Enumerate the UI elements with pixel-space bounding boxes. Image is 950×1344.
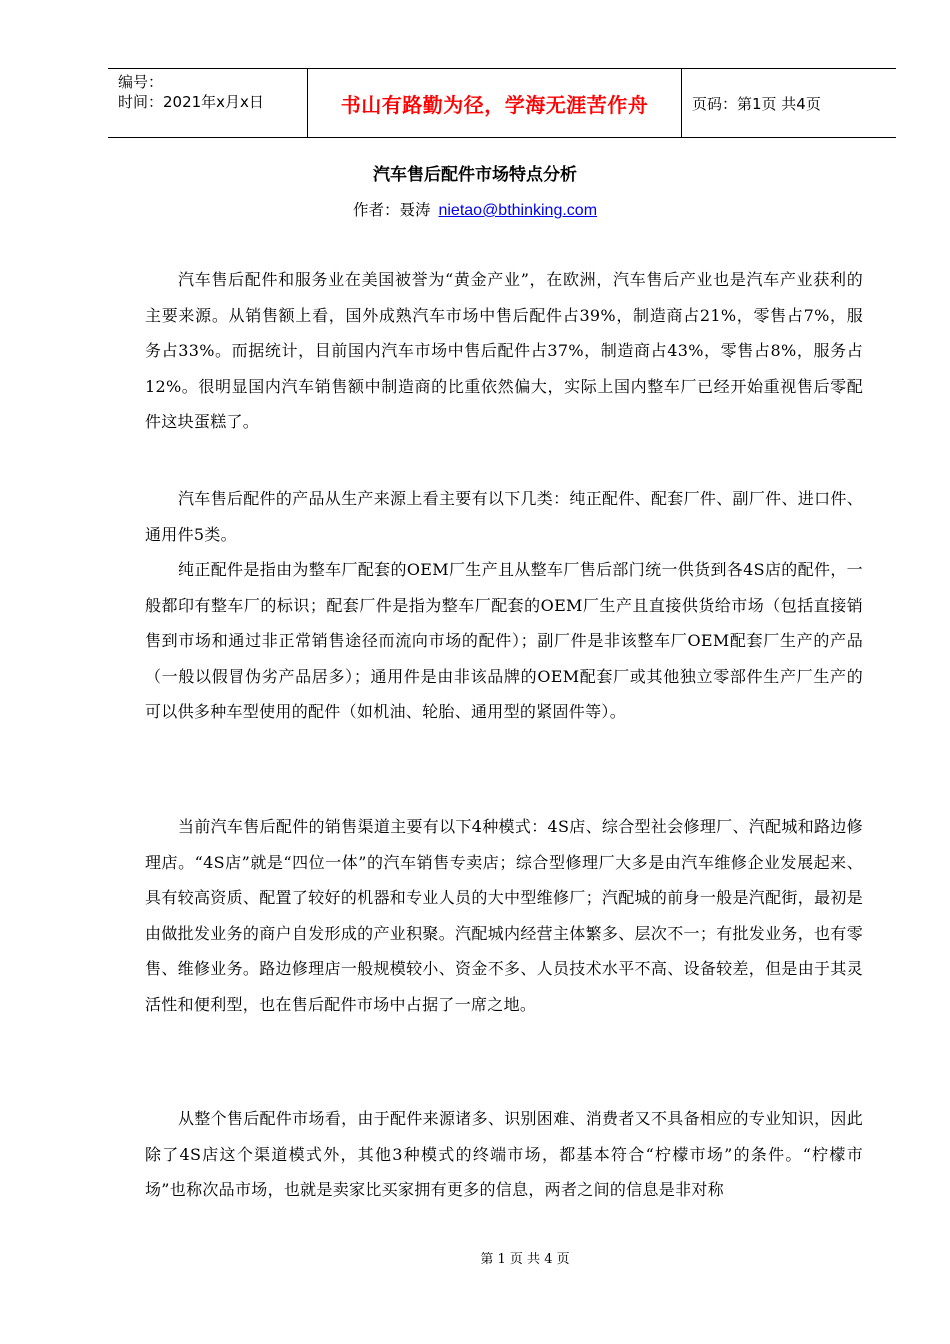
header-page-cell (682, 69, 896, 137)
motto-text: 书山有路勤为径，学海无涯苦作舟 (340, 92, 649, 117)
paragraph-5: 从整个售后配件市场看，由于配件来源诸多、识别困难、消费者又不具备相应的专业知识，因此除了4S店这个渠道模式外，其他3种模式的终端市场，都基本符合“柠檬市场”的条件。“柠檬市场”也称次品市场，也就是卖家比买家拥有更多的信息，两者之间的信息是非对称 (145, 1109, 863, 1199)
paragraph-4: 当前汽车售后配件的销售渠道主要有以下4种模式：4S店、综合型社会修理厂、汽配城和路边修理店。“4S店”就是“四位一体”的汽车销售专卖店；综合型修理厂大多是由汽车维修企业发展起来、具有较高资质、配置了较好的机器和专业人员的大中型维修厂；汽配城的前身一般是汽配街，最初是由做批发业务的商户自发形成的产业积聚。汽配城内经营主体繁多、层次不一；有批发业务，也有零售、维修业务。路边修理店一般规模较小、资金不多、人员技术水平不高、设备较差，但是由于其灵活性和便利型，也在售后配件市场中占据了一席之地。 (145, 817, 863, 1014)
page-info: 页码：第1页 共4页 (692, 94, 821, 113)
time-label: 时间：2021年x月x日 (118, 93, 264, 111)
paragraph-2: 汽车售后配件的产品从生产来源上看主要有以下几类：纯正配件、配套厂件、副厂件、进口件、通用件5类。 (145, 489, 863, 544)
document-header (108, 68, 896, 138)
page-footer: 第 1 页 共 4 页 (480, 1252, 570, 1267)
number-label: 编号： (118, 73, 164, 91)
header-meta-cell (108, 69, 308, 137)
header-motto-cell (308, 69, 682, 137)
author-label: 作者：聂涛 (352, 201, 431, 219)
paragraph-3: 纯正配件是指由为整车厂配套的OEM厂生产且从整车厂售后部门统一供货到各4S店的配件，一般都印有整车厂的标识；配套厂件是指为整车厂配套的OEM厂生产且直接供货给市场（包括直接销售到市场和通过非正常销售途径而流向市场的配件）；副厂件是非该整车厂OEM配套厂生产的产品（一般以假冒伪劣产品居多）；通用件是由非该品牌的OEM配套厂或其他独立零部件生产厂生产的可以供多种车型使用的配件（如机油、轮胎、通用型的紧固件等）。 (145, 560, 863, 721)
paragraph-1: 汽车售后配件和服务业在美国被誉为“黄金产业”，在欧洲，汽车售后产业也是汽车产业获利的主要来源。从销售额上看，国外成熟汽车市场中售后配件占39%，制造商占21%，零售占7%，服务占33%。而据统计，目前国内汽车市场中售后配件占37%，制造商占43%，零售占8%，服务占12%。很明显国内汽车销售额中制造商的比重依然偏大，实际上国内整车厂已经开始重视售后零配件这块蛋糕了。 (145, 270, 863, 431)
author-email-link[interactable]: nietao@bthinking.com (438, 202, 598, 219)
author-line (0, 198, 950, 220)
document-title: 汽车售后配件市场特点分析 (373, 165, 577, 185)
